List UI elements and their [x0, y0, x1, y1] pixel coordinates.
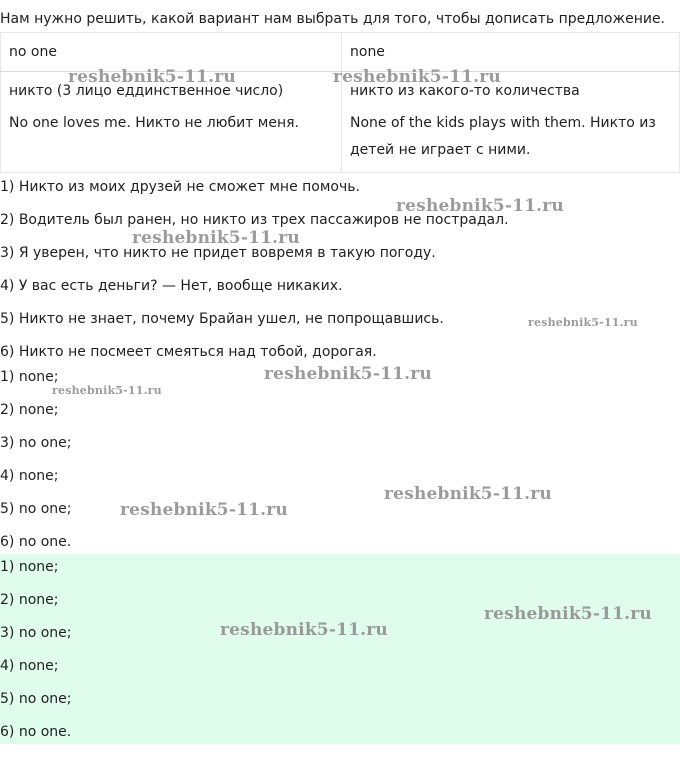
sentence-4: 4) У вас есть деньги? — Нет, вообще никаких. — [0, 278, 343, 294]
final-answer-2: 2) none; — [0, 592, 59, 608]
answer-6: 6) no one. — [0, 534, 72, 550]
watermark: reshebnik5-11.ru — [120, 500, 288, 520]
final-answer-3: 3) no one; — [0, 625, 72, 641]
watermark: reshebnik5-11.ru — [68, 67, 236, 87]
final-answer-1: 1) none; — [0, 559, 59, 575]
final-answer-block — [0, 554, 680, 744]
sentence-6: 6) Никто не посмеет смеяться над тобой, дорогая. — [0, 344, 377, 360]
sentence-5: 5) Никто не знает, почему Брайан ушел, не попрощавшись. — [0, 311, 444, 327]
answer-1: 1) none; — [0, 369, 59, 385]
answer-5: 5) no one; — [0, 501, 72, 517]
watermark: reshebnik5-11.ru — [384, 484, 552, 504]
header-none: none — [342, 33, 680, 72]
comparison-table — [0, 32, 680, 173]
answer-3: 3) no one; — [0, 435, 72, 451]
watermark: reshebnik5-11.ru — [52, 384, 162, 397]
sentence-3: 3) Я уверен, что никто не придет вовремя в такую погоду. — [0, 245, 436, 261]
final-answer-5: 5) no one; — [0, 691, 72, 707]
definition-none: никто из какого-то количества — [350, 83, 580, 99]
answer-4: 4) none; — [0, 468, 59, 484]
answer-2: 2) none; — [0, 402, 59, 418]
sentence-1: 1) Никто из моих друзей не сможет мне помочь. — [0, 179, 360, 195]
intro-text: Нам нужно решить, какой вариант нам выбрать для того, чтобы дописать предложение. — [0, 11, 666, 27]
example-none: None of the kids plays with them. Никто из детей не играет с ними. — [350, 115, 656, 158]
sentence-2: 2) Водитель был ранен, но никто из трех пассажиров не пострадал. — [0, 212, 509, 228]
watermark: reshebnik5-11.ru — [528, 316, 638, 329]
watermark: reshebnik5-11.ru — [264, 364, 432, 384]
final-answer-6: 6) no one. — [0, 724, 72, 740]
final-answer-4: 4) none; — [0, 658, 59, 674]
header-no-one: no one — [1, 33, 342, 72]
watermark: reshebnik5-11.ru — [484, 604, 652, 624]
watermark: reshebnik5-11.ru — [333, 67, 501, 87]
table-header-row — [1, 33, 680, 72]
watermark: reshebnik5-11.ru — [220, 620, 388, 640]
watermark: reshebnik5-11.ru — [132, 228, 300, 248]
watermark: reshebnik5-11.ru — [396, 196, 564, 216]
definition-no-one: никто (3 лицо еддинственное число) — [9, 83, 284, 99]
example-no-one: No one loves me. Никто не любит меня. — [9, 115, 299, 131]
